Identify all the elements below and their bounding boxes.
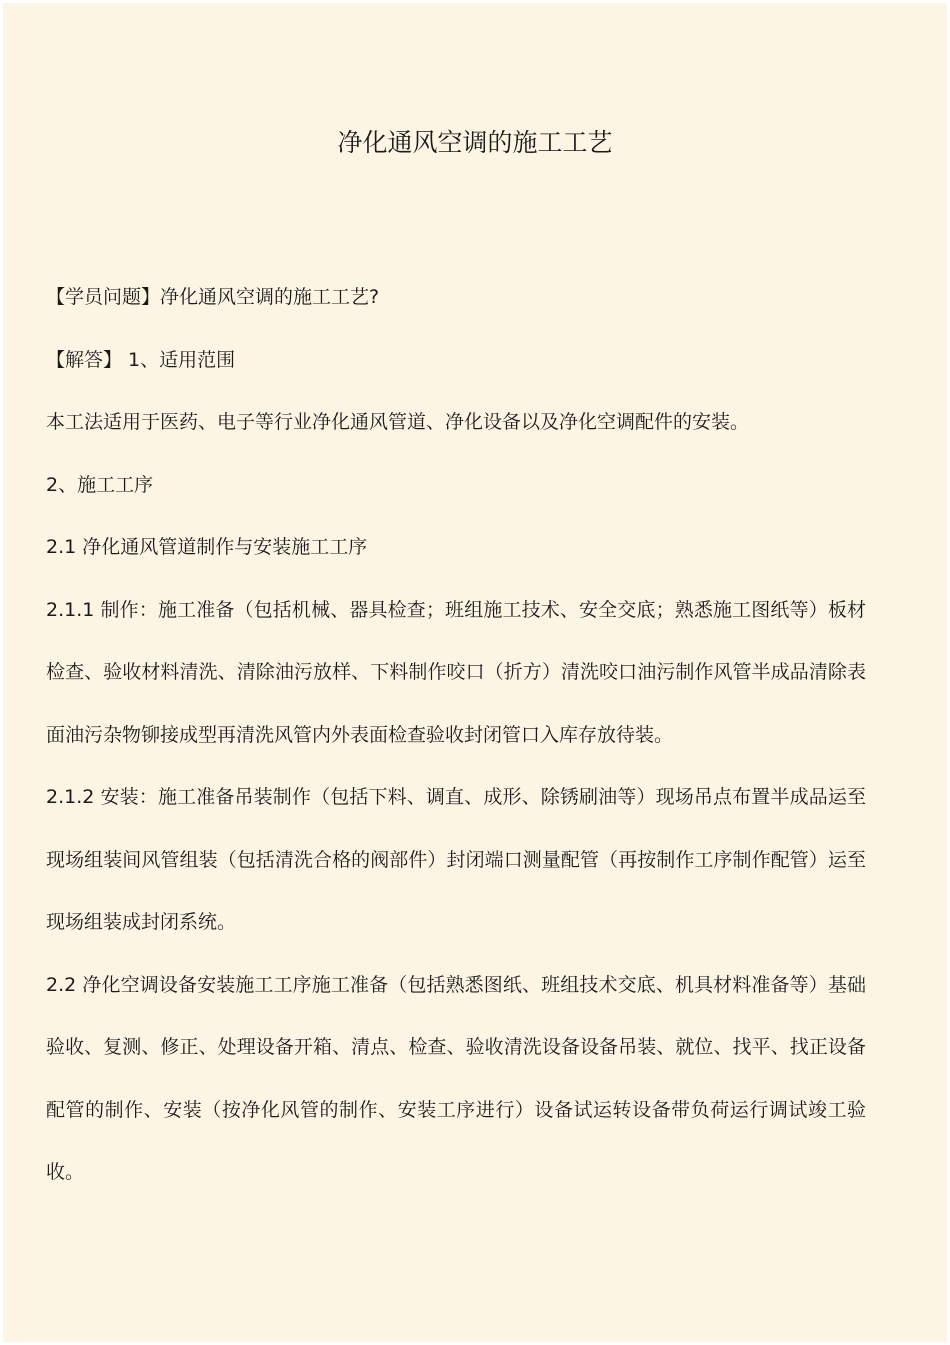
document-page [3,3,947,1342]
document-body [46,266,866,1204]
equipment-paragraph: 2.2 净化空调设备安装施工工序施工准备（包括熟悉图纸、班组技术交底、机具材料准备等）基础验收、复测、修正、处理设备开箱、清点、检查、验收清洗设备设备吊装、就位、找平、找正设备配管的制作、安装（按净化风管的制作、安装工序进行）设备试运转设备带负荷运行调试竣工验收。 [46,973,866,1183]
document-title: 净化通风空调的施工工艺 [337,128,613,157]
answer-heading: 【解答】 1、适用范围 [46,348,236,371]
installation-paragraph: 2.1.2 安装：施工准备吊装制作（包括下料、调直、成形、除锈刷油等）现场吊点布置半成品运至现场组装间风管组装（包括清洗合格的阀部件）封闭端口测量配管（再按制作工序制作配管）运至现场组装成封闭系统。 [46,786,866,933]
scope-paragraph: 本工法适用于医药、电子等行业净化通风管道、净化设备以及净化空调配件的安装。 [46,411,750,433]
fabrication-paragraph: 2.1.1 制作：施工准备（包括机械、器具检查；班组施工技术、安全交底；熟悉施工图纸等）板材检查、验收材料清洗、清除油污放样、下料制作咬口（折方）清洗咬口油污制作风管半成品清除表面油污杂物铆接成型再清洗风管内外表面检查验收封闭管口入库存放待装。 [46,598,866,746]
section-heading-procedure: 2、施工工序 [46,473,154,496]
question-paragraph: 【学员问题】净化通风空调的施工工艺? [46,286,380,308]
section-heading-duct: 2.1 净化通风管道制作与安装施工工序 [46,536,368,558]
